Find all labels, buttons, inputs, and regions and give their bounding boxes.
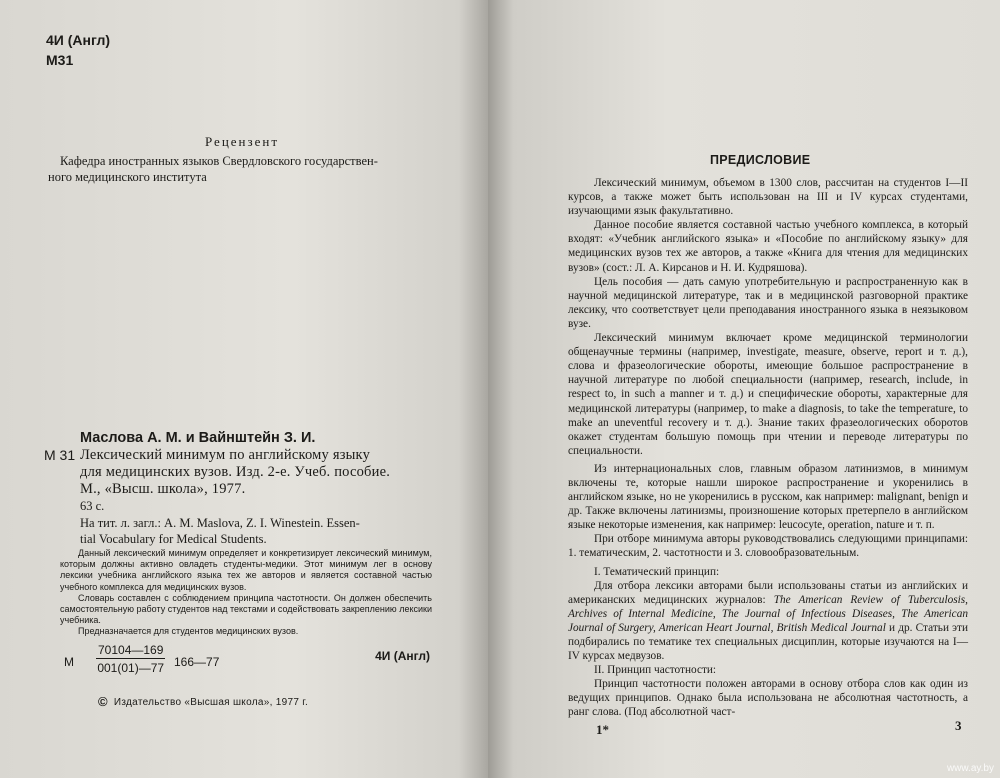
signature-mark: 1*	[596, 722, 609, 737]
description-line: М., «Высш. школа», 1977.	[80, 481, 246, 497]
preface-paragraph: Цель пособия — дать самую употребительную и распространенную как в научной медицинской литературе, так и в медицинской разговорной практике лексику, что соответствует цели преподавания иностранного языка в неязыковом вузе.	[568, 275, 968, 330]
catalog-code: 166—77	[174, 655, 220, 669]
catalog-mark: М 31	[44, 447, 76, 463]
preface-paragraph	[568, 579, 968, 664]
preface-paragraph: Лексический минимум, объемом в 1300 слов, рассчитан на студентов I—II курсов, а также может быть использован на III и IV курсах студентами, изучающими язык факультативно.	[568, 177, 968, 218]
library-code-line: М31	[46, 52, 74, 68]
journals-list: The American Review of Tuberculosis, Archives of Internal Medicine, The Journal of Infectious Diseases, The American Journal of Surgery, American Heart Journal, British Medical Journal	[568, 593, 968, 634]
library-code-line: 4И (Англ)	[46, 32, 111, 48]
copyright-text: Издательство «Высшая школа», 1977 г.	[113, 697, 309, 708]
watermark: www.ay.by	[946, 763, 994, 774]
copyright	[98, 694, 308, 709]
bibliographic-record	[44, 430, 444, 547]
reviewer-line: Кафедра иностранных языков Свердловского государствен-	[60, 154, 378, 168]
abstract-paragraph: Словарь составлен с соблюдением принципа частотности. Он должен обеспечить самостоятельную работу студентов над текстами и содействовать закреплению лексики учебника.	[60, 592, 432, 626]
preface-paragraph: Лексический минимум включает кроме медицинской терминологии общенаучные термины (например, investigate, measure, observe, report и т. д.), слова и фразеологические обороты, имеющие большое распространение в научной литературе по любой специальности (например, research, include, in respect to, in such a manner и т. д.) и специфические обороты, характерные для медицинской литературы (например, to make a diagnosis, to take the temperature, to make an uneventful recovery и т. д.). Знание таких фразеологических оборотов окажет студентам большую помощь при чтении и переводе литературы по специальности.	[568, 332, 968, 457]
preface-paragraph: II. Принцип частотности:	[594, 664, 717, 677]
catalog-letter: М	[64, 655, 74, 669]
copyright-icon: ©	[98, 694, 108, 709]
preface-paragraph: I. Тематический принцип:	[594, 565, 720, 578]
library-code	[46, 30, 110, 70]
authors: Маслова А. М. и Вайнштейн З. И.	[80, 430, 316, 446]
catalog-numerator: 70104—169	[98, 643, 164, 657]
page-count: 63 с.	[80, 499, 105, 513]
preface-text: Статьи эти подбирались по тематике тех специальных дисциплин, которые изучаются на I—IV курсах медвузов.	[568, 621, 968, 663]
description-line: для медицинских вузов. Изд. 2-е. Учеб. пособие.	[80, 464, 391, 480]
catalog-denominator: 001(01)—77	[97, 661, 165, 675]
preface-body	[568, 176, 968, 720]
book-description	[80, 447, 444, 498]
abstract	[60, 548, 432, 638]
preface-paragraph: Из интернациональных слов, главным образом латинизмов, в минимум включены те, которые нашли широкое распространение и укоренились в английском языке, но не укоренились в русском, как например: malignant, benign и др. Также включены латинизмы, произношение которых претерпело в английском языке некоторые изменения, как например: leucocyte, operation, nature и т. п.	[568, 462, 968, 532]
journals-tail: и др.	[885, 621, 916, 634]
left-page	[0, 0, 488, 778]
abstract-paragraph: Данный лексический минимум определяет и конкретизирует лексический минимум, которым должны активно овладеть студенты-медики. Этот минимум лег в основу лексики учебника английского языка тех же авторов и является составной частью учебного комплекса для медицинских вузов.	[60, 548, 432, 592]
description-line: Лексический минимум по английскому языку	[80, 447, 371, 463]
preface-paragraph: При отборе минимума авторы руководствовались следующими принципами: 1. тематическим, 2. частотности и 3. словообразовательным.	[568, 533, 968, 560]
original-title-line: На тит. л. загл.: A. M. Maslova, Z. I. Winestein. Essen-	[80, 516, 360, 530]
catalog-lang: 4И (Англ)	[375, 649, 430, 663]
preface-title: ПРЕДИСЛОВИЕ	[710, 153, 811, 167]
original-title-line: tial Vocabulary for Medical Students.	[80, 532, 267, 546]
catalog-fraction	[96, 643, 165, 675]
preface-paragraph: Принцип частотности положен авторами в основу отбора слов как один из ведущих принципов. Однако была использована не абсолютная частотность, а ранг слова. (Под абсолютной част-	[568, 678, 968, 719]
preface-paragraph: Данное пособие является составной частью учебного комплекса, в который входят: «Учебник английского языка» и «Пособие по английскому языку» для медицинских вузов тех же авторов, а также «Книга для чтения для медицинских вузов» (сост.: Л. А. Кирсанов и Н. И. Кудряшова).	[568, 219, 968, 274]
abstract-paragraph: Предназначается для студентов медицинских вузов.	[78, 626, 299, 637]
preface-text: Для отбора лексики авторами были использованы статьи из английских и американских медицинских журналов:	[568, 579, 968, 606]
page-number: 3	[955, 718, 962, 733]
original-title	[44, 515, 444, 547]
reviewer-line: ного медицинского института	[48, 170, 207, 184]
reviewer-text	[48, 153, 460, 185]
reviewer-title: Рецензент	[205, 134, 280, 149]
